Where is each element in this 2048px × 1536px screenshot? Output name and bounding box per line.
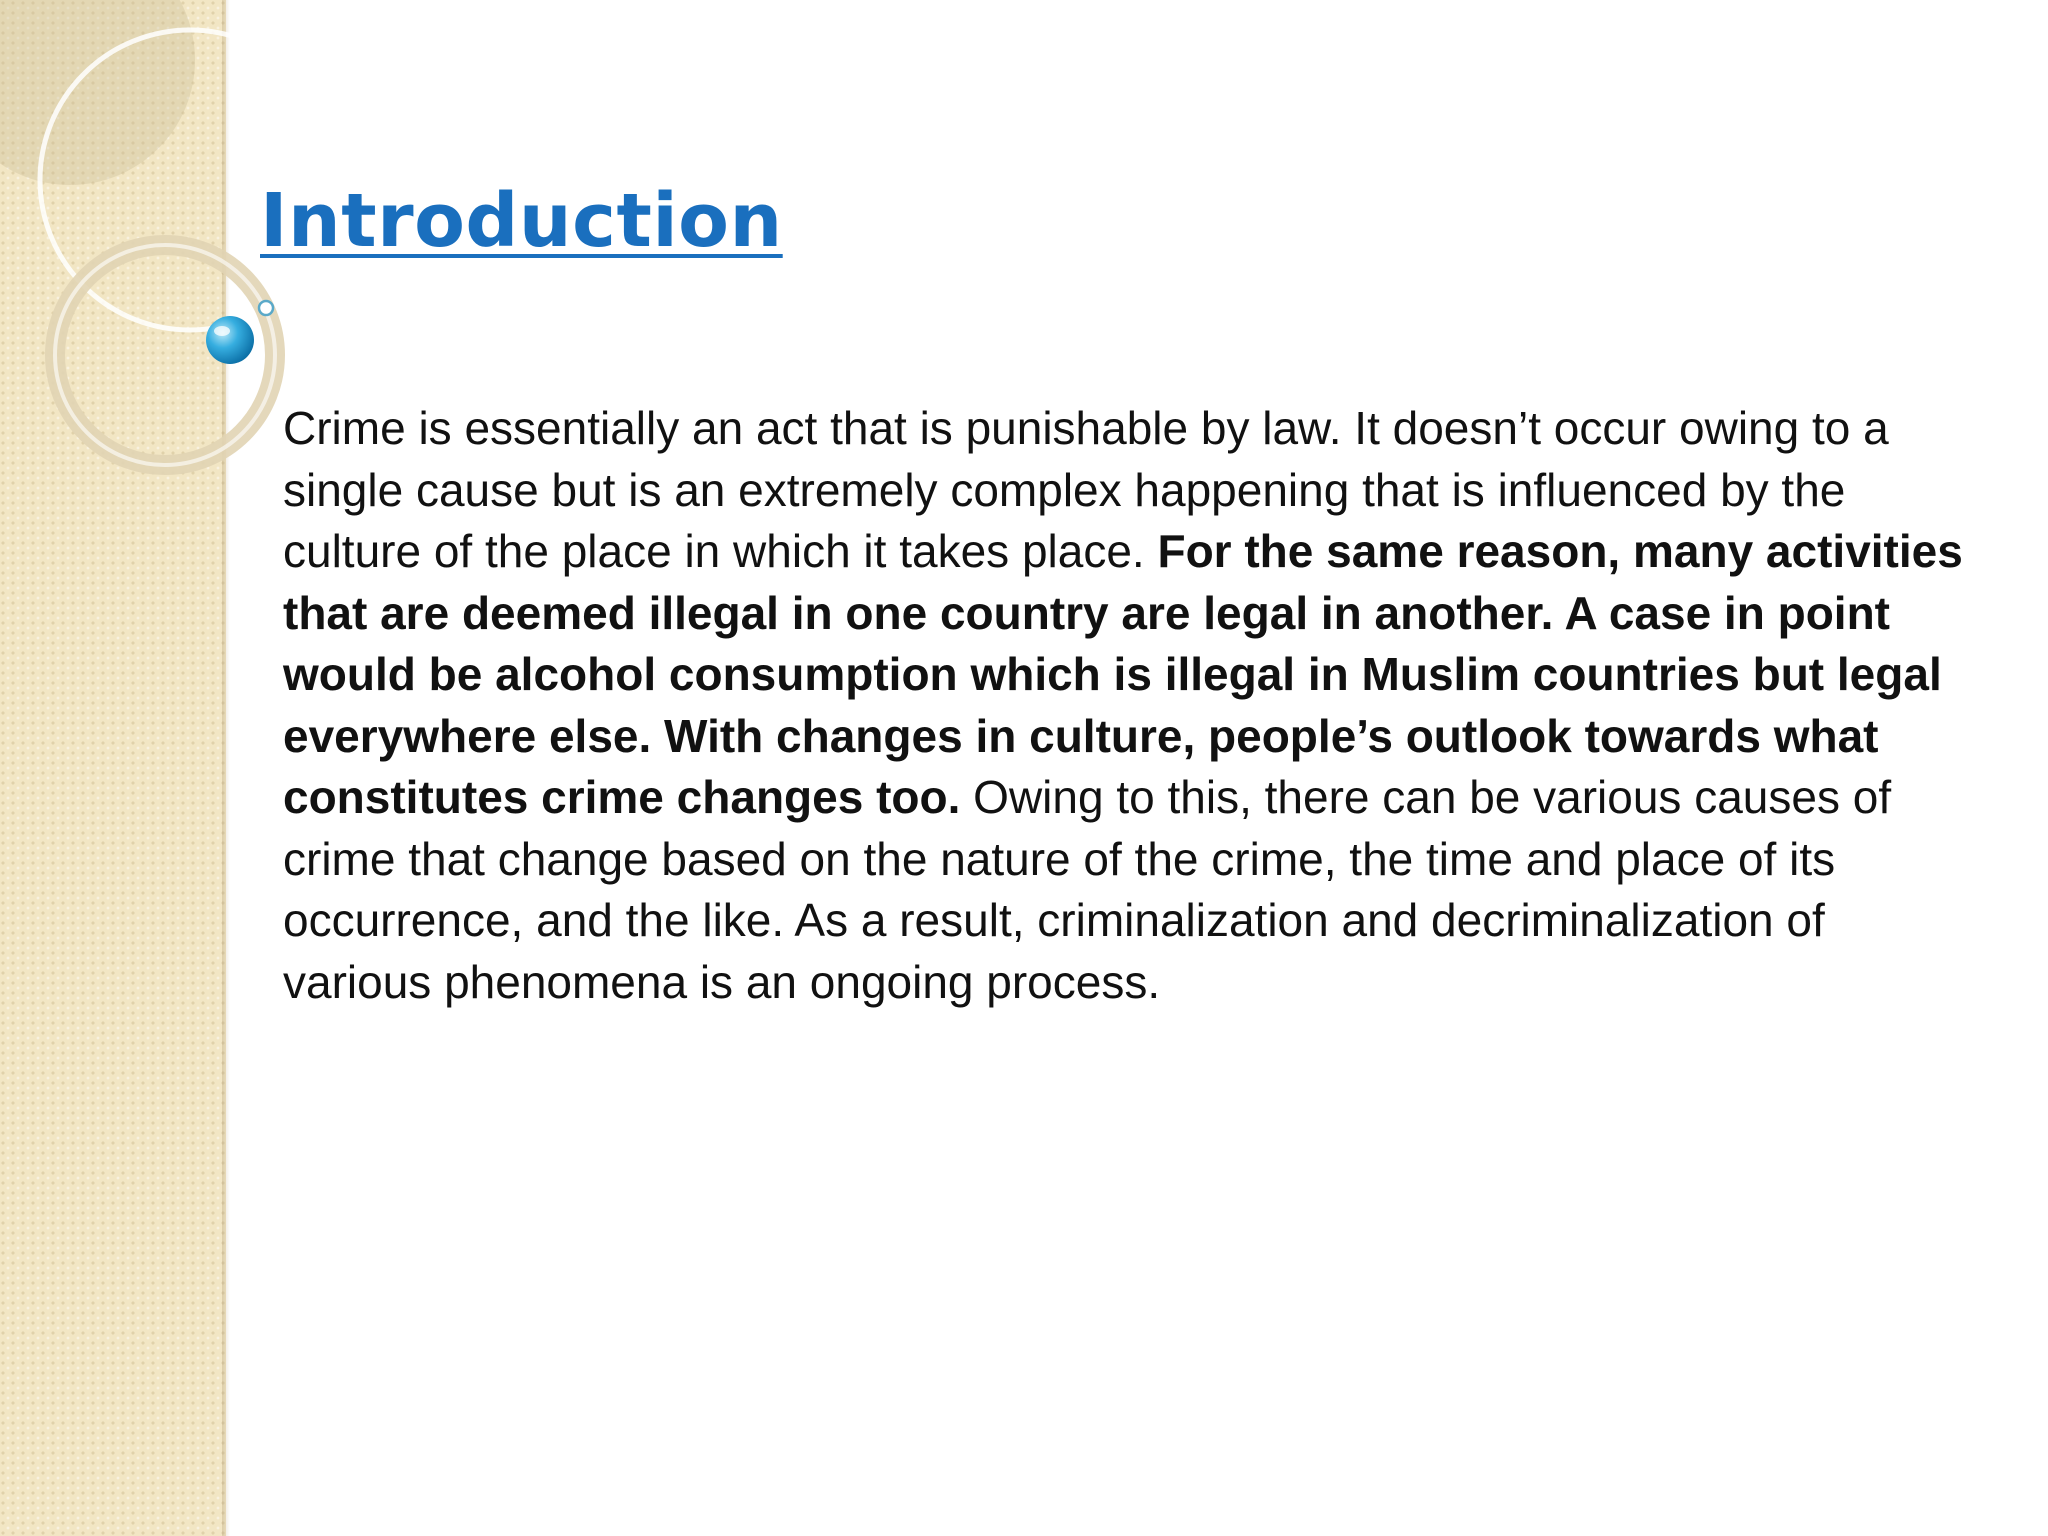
- body-text-intro: Crime is essentially an act that is punishable by law. It doesn’t occur owing to a single cause but is an extremely complex happening that is influenced by the culture of the place in which it takes place.: [283, 402, 1889, 577]
- slide-title: Introduction: [260, 178, 783, 264]
- body-text-conclusion: Owing to this, there can be various causes of crime that change based on the nature of the crime, the time and place of its occurrence, and the like. As a result, criminalization and decriminalization of various phenomena is an ongoing process.: [283, 771, 1892, 1008]
- body-text-emphasis: For the same reason, many activities that are deemed illegal in one country are legal in another. A case in point would be alcohol consumption which is illegal in Muslim countries but legal everywhere else. With changes in culture, people’s outlook towards what constitutes crime changes too.: [283, 525, 1963, 823]
- small-ring-icon: [259, 301, 273, 315]
- body-paragraph: [283, 398, 1973, 1013]
- blue-orb-icon: [206, 316, 254, 364]
- blue-orb-highlight: [214, 326, 230, 336]
- decorative-large-disc: [0, 0, 195, 185]
